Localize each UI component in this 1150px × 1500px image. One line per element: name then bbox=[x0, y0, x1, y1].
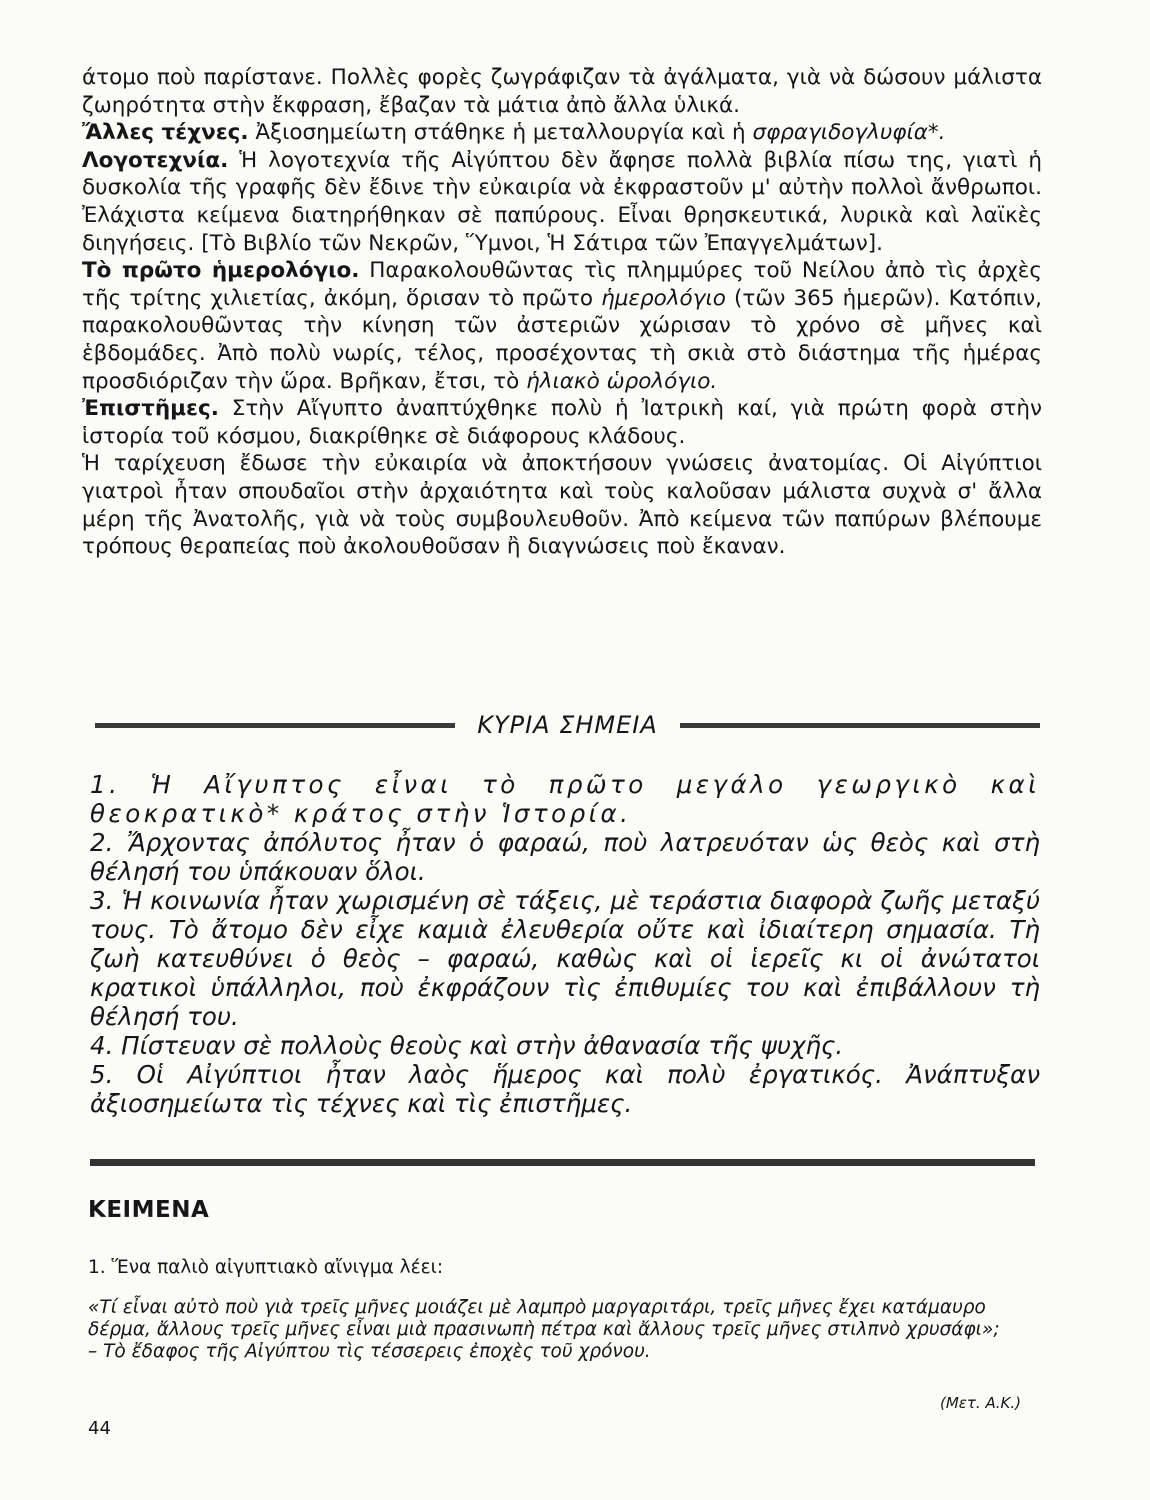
header-rule-right bbox=[680, 723, 1040, 728]
italic-term: ἡμερολόγιο bbox=[601, 285, 726, 311]
glossary-term: σφραγιδογλυφία*. bbox=[752, 120, 946, 146]
key-point: 5. Οἱ Αἰγύπτιοι ἦταν λαὸς ἥμερος καὶ πολὺ ἐργατικός. Ἀνάπτυξαν ἀξιοσημείωτα τὶς τέχνες καὶ τὶς ἐπιστῆμες. bbox=[90, 1060, 1040, 1118]
paragraph-sciences: Ἐπιστῆμες. Στὴν Αἴγυπτο ἀναπτύχθηκε πολὺ ἡ Ἰατρικὴ καί, γιὰ πρώτη φορὰ στὴν ἱστορία τοῦ κόσμου, διακρίθηκε σὲ διάφορους κλάδους. bbox=[82, 396, 1042, 449]
translation-credit: (Μετ. Α.Κ.) bbox=[940, 1394, 1021, 1412]
riddle-quote bbox=[88, 1297, 1038, 1363]
header-rule-left bbox=[95, 723, 455, 728]
riddle-answer: – Τὸ ἔδαφος τῆς Αἰγύπτου τὶς τέσσερεις ἐποχὲς τοῦ χρόνου. bbox=[88, 1341, 651, 1362]
riddle-question: «Τί εἶναι αὐτὸ ποὺ γιὰ τρεῖς μῆνες μοιάζει μὲ λαμπρὸ μαργαριτάρι, τρεῖς μῆνες ἔχει κατάμαυρο δέρμα, ἄλλους τρεῖς μῆνες εἶναι μιὰ πρασινωπὴ πέτρα καὶ ἄλλους τρεῖς μῆνες στιλπνὸ χρυσάφι»; bbox=[88, 1297, 1000, 1340]
run-in-heading: Ἄλλες τέχνες. bbox=[82, 120, 249, 146]
key-point: 3. Ἡ κοινωνία ἦταν χωρισμένη σὲ τάξεις, μὲ τεράστια διαφορὰ ζωῆς μεταξύ τους. Τὸ ἄτομο δὲν εἶχε καμιὰ ἐλευθερία οὔτε καὶ ἰδιαίτερη σημασία. Τὴ ζωὴ κατευθύνει ὁ θεὸς – φαραώ, καθὼς καὶ οἱ ἱερεῖς κι οἱ ἀνώτατοι κρατικοὶ ὑπάλληλοι, ποὺ ἐκφράζουν τὶς ἐπιθυμίες του καὶ ἐπιβάλλουν τὴ θέλησή του. bbox=[90, 886, 1040, 1031]
key-point: 4. Πίστευαν σὲ πολλοὺς θεοὺς καὶ στὴν ἀθανασία τῆς ψυχῆς. bbox=[90, 1031, 844, 1060]
paragraph-literature: Λογοτεχνία. Ἡ λογοτεχνία τῆς Αἰγύπτου δὲν ἄφησε πολλὰ βιβλία πίσω της, γιατὶ ἡ δυσκολία τῆς γραφῆς δὲν ἔδινε τὴν εὐκαιρία νὰ ἐκφραστοῦν μ' αὐτὴν πολλοὶ ἄνθρωποι. Ἐλάχιστα κείμενα διατηρήθηκαν σὲ παπύρους. Εἶναι θρησκευτικά, λυρικὰ καὶ λαϊκὲς διηγήσεις. [Τὸ Βιβλίο τῶν Νεκρῶν, Ὕμνοι, Ἡ Σάτιρα τῶν Ἐπαγγελμάτων]. bbox=[82, 147, 1042, 256]
key-point: 1. Ἡ Αἴγυπτος εἶναι τὸ πρῶτο μεγάλο γεωργικὸ καὶ θεοκρατικὸ* κράτος στὴν Ἱστορία. bbox=[90, 770, 1040, 828]
main-text bbox=[82, 64, 1042, 561]
italic-term: ἡλιακὸ ὡρολόγιο. bbox=[526, 368, 718, 394]
paragraph-embalming: Ἡ ταρίχευση ἔδωσε τὴν εὐκαιρία νὰ ἀποκτήσουν γνώσεις ἀνατομίας. Οἱ Αἰγύπτιοι γιατροὶ ἦταν σπουδαῖοι στὴν ἀρχαιότητα καὶ τοὺς καλοῦσαν μάλιστα συχνὰ σ' ἄλλα μέρη τῆς Ἀνατολῆς, γιὰ νὰ τοὺς συμβουλευθοῦν. Ἀπὸ κείμενα τῶν παπύρων βλέπουμε τρόπους θεραπείας ποὺ ἀκολουθοῦσαν ἢ διαγνώσεις ποὺ ἔκαναν. bbox=[82, 451, 1042, 560]
texts-section-title: ΚΕΙΜΕΝΑ bbox=[88, 1197, 210, 1223]
riddle-intro: 1. Ἕνα παλιὸ αἰγυπτιακὸ αἴνιγμα λέει: bbox=[88, 1257, 444, 1278]
page-number: 44 bbox=[88, 1418, 111, 1439]
key-points-header bbox=[95, 707, 1040, 743]
key-points-title: ΚΥΡΙΑ ΣΗΜΕΙΑ bbox=[477, 711, 658, 739]
run-in-heading: Τὸ πρῶτο ἡμερολόγιο. bbox=[82, 258, 360, 284]
run-in-heading: Λογοτεχνία. bbox=[82, 147, 229, 173]
key-points-list bbox=[90, 770, 1040, 1118]
run-in-heading: Ἐπιστῆμες. bbox=[82, 396, 219, 422]
paragraph-sculpture: άτομο ποὺ παρίστανε. Πολλὲς φορὲς ζωγράφιζαν τὰ ἀγάλματα, γιὰ νὰ δώσουν μάλιστα ζωηρότητα στὴν ἔκφραση, ἔβαζαν τὰ μάτια ἀπὸ ἄλλα ὑλικά. bbox=[82, 65, 1042, 118]
section-divider bbox=[90, 1159, 1035, 1166]
paragraph-other-arts: Ἄλλες τέχνες. Ἀξιοσημείωτη στάθηκε ἡ μεταλλουργία καὶ ἡ σφραγιδογλυφία*. bbox=[82, 120, 946, 146]
key-point: 2. Ἄρχοντας ἀπόλυτος ἦταν ὁ φαραώ, ποὺ λατρευόταν ὡς θεὸς καὶ στὴ θέλησή του ὑπάκουαν ὅλοι. bbox=[90, 828, 1040, 886]
paragraph-calendar: Τὸ πρῶτο ἡμερολόγιο. Παρακολουθῶντας τὶς πλημμύρες τοῦ Νείλου ἀπὸ τὶς ἀρχὲς τῆς τρίτης χιλιετίας, ἀκόμη, ὅρισαν τὸ πρῶτο ἡμερολόγιο (τῶν 365 ἡμερῶν). Κατόπιν, παρακολουθῶντας τὴν κίνηση τῶν ἀστεριῶν χώρισαν τὸ χρόνο σὲ μῆνες καὶ ἑβδομάδες. Ἀπὸ πολὺ νωρίς, τέλος, προσέχοντας τὴ σκιὰ στὸ διάστημα τῆς ἡμέρας προσδιόριζαν τὴν ὥρα. Βρῆκαν, ἔτσι, τὸ ἡλιακὸ ὡρολόγιο. bbox=[82, 258, 1043, 394]
